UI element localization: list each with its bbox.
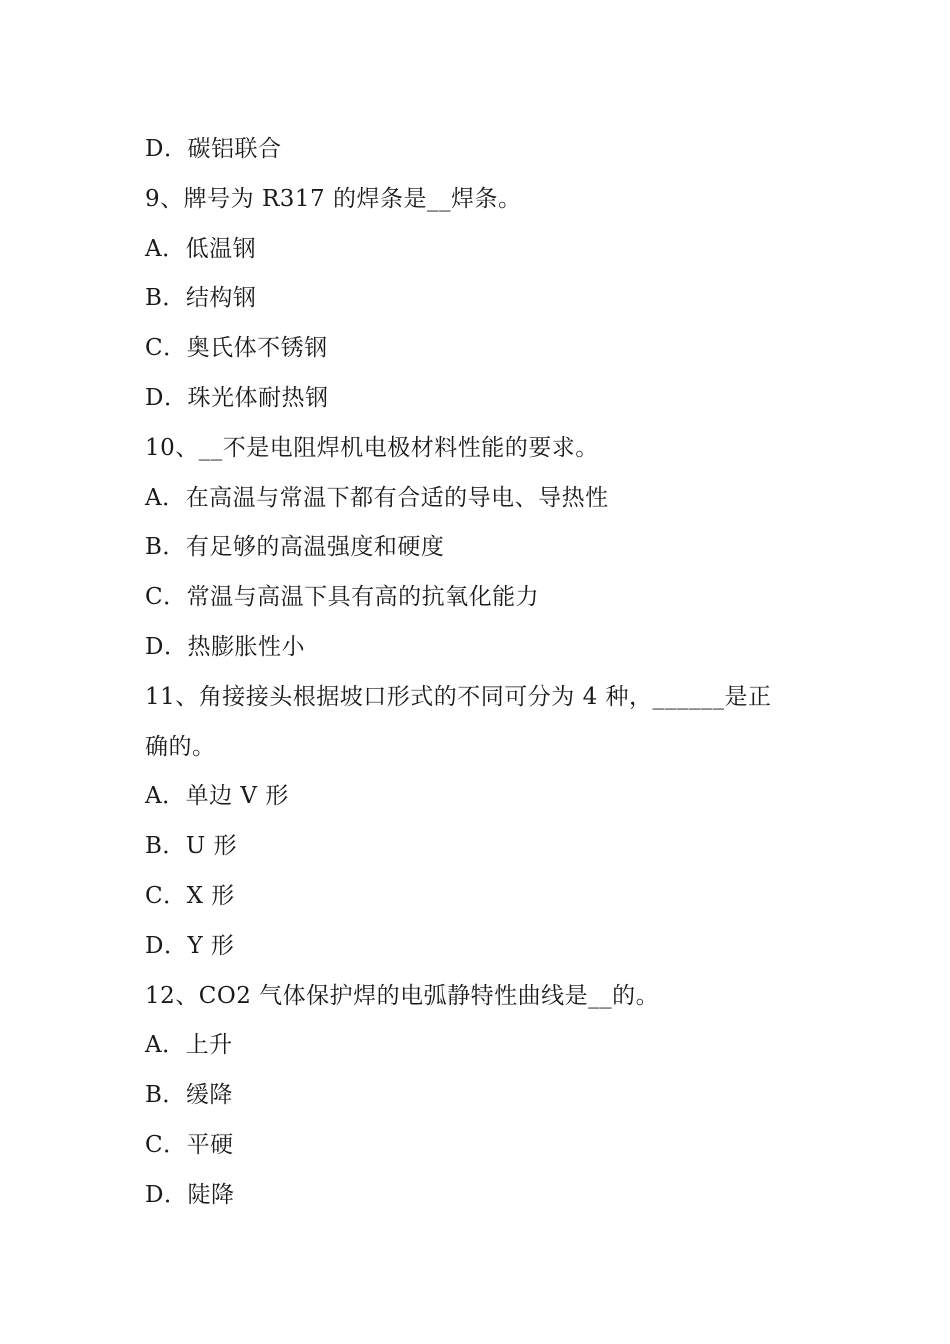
option-10a: A．在高温与常温下都有合适的导电、导热性 (145, 484, 609, 511)
question-10: 10、__不是电阻焊机电极材料性能的要求。 (145, 434, 599, 461)
option-12a: A．上升 (145, 1032, 233, 1059)
question-11-continued: 确的。 (145, 733, 216, 760)
option-9c: C．奥氏体不锈钢 (145, 335, 328, 362)
option-9b: B．结构钢 (145, 285, 257, 312)
question-11: 11、角接接头根据坡口形式的不同可分为 4 种，______是正 (145, 683, 772, 710)
option-10c: C．常温与高温下具有高的抗氧化能力 (145, 584, 540, 611)
option-11c: C．X 形 (145, 882, 235, 909)
option-9d: D．珠光体耐热钢 (145, 384, 329, 411)
option-12c: C．平硬 (145, 1131, 234, 1158)
option-11d: D．Y 形 (145, 932, 235, 959)
option-12b: B．缓降 (145, 1082, 233, 1109)
option-10d: D．热膨胀性小 (145, 633, 305, 660)
option-11b: B．U 形 (145, 833, 238, 860)
question-list (145, 125, 825, 1221)
option-11a: A．单边 V 形 (145, 783, 289, 810)
question-12: 12、CO2 气体保护焊的电弧静特性曲线是__的。 (145, 982, 660, 1009)
option-12d: D．陡降 (145, 1181, 235, 1208)
option-10b: B．有足够的高温强度和硬度 (145, 534, 445, 561)
option-9a: A．低温钢 (145, 235, 257, 262)
option-8d: D．碳铝联合 (145, 136, 282, 162)
question-9: 9、牌号为 R317 的焊条是__焊条。 (145, 185, 522, 212)
